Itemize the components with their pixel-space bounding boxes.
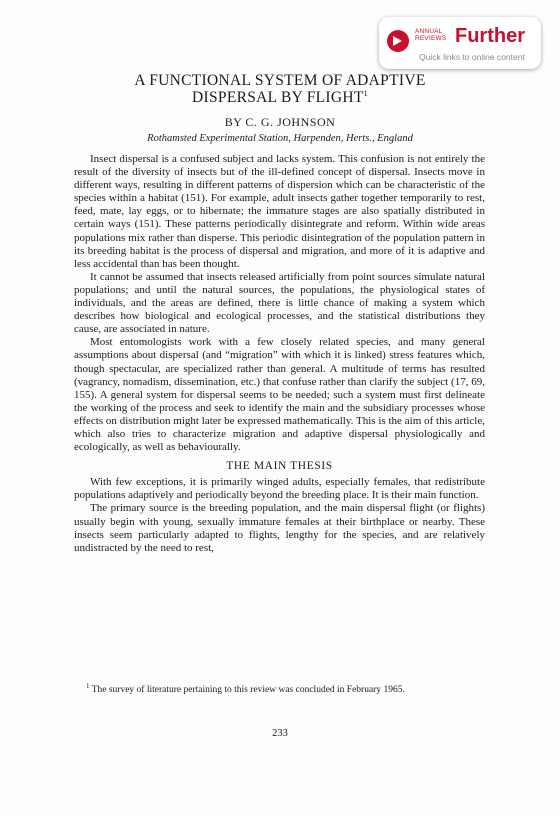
title-footnote-mark: 1	[363, 88, 368, 98]
footnote-text: The survey of literature pertaining to this review was concluded in February 1965.	[89, 685, 405, 695]
footnote	[74, 681, 485, 696]
footnote-mark: 1	[86, 681, 90, 690]
badge-further-text: Further	[455, 25, 525, 47]
body-paragraph: Insect dispersal is a confused subject and lacks system. This confusion is not entirely the result of the diversity of insects but of the ill-defined concept of dispersal. Insects move in different ways, resulting in different patterns of dispersion which can be characteristic of the species within a habitat (151). For example, adult insects gather together temporarily to rest, feed, mate, lay eggs, or to hibernate; the immature stages are also spatially distributed in certain ways (151). These patterns periodically disintegrate and reform. Within wide areas populations mix rather than disperse. This periodic disintegration of the population pattern in its breeding habitat is the process of dispersal and migration, and more of it is adaptive and less accidental than has been thought.	[74, 153, 485, 270]
section-heading: THE MAIN THESIS	[226, 460, 333, 473]
body-paragraph: The primary source is the breeding population, and the main dispersal flight (or flights) usually begin with young, sexually immature females at their birthplace or nearby. These insects seem particularly adapted to flights, lengthy for the species, and are relatively undistracted by the need to rest,	[74, 502, 485, 554]
article-body	[74, 153, 485, 555]
title-line-2: DISPERSAL BY FLIGHT	[192, 89, 364, 106]
body-paragraph: With few exceptions, it is primarily winged adults, especially females, that redistribute populations adaptively and periodically beyond the breeding place. It is their main function.	[74, 476, 485, 502]
body-paragraph: It cannot be assumed that insects released artificially from point sources simulate natural populations; and until the natural sources, the populations, the physiological states of individuals, and the areas are defined, there is little chance of making a system which describes how biological and ecological processes, and the statistical distributions they cause, are associated in nature.	[74, 270, 485, 336]
badge-subtitle: Quick links to online content	[419, 52, 525, 62]
body-paragraph: Most entomologists work with a few closely related species, and many general assumptions about dispersal (and “migration” with which it is linked) stress features which, though spectacular, are specialized rather than general. A multitude of terms has resulted (vagrancy, nomadism, dissemination, etc.) that confuse rather than clarify the subject (17, 69, 155). A general system for dispersal seems to be needed; such a system must first delineate the working of the process and seek to identify the main and the subsidiary processes whose effects on distribution might later be expressed mathematically. This is the aim of this article, which also tries to characterize migration and adaptive dispersal physiologically and ecologically, as well as behaviourally.	[74, 336, 485, 454]
annual-reviews-logo-icon	[387, 30, 409, 52]
page-number: 233	[272, 728, 288, 739]
title-line-1: A FUNCTIONAL SYSTEM OF ADAPTIVE	[134, 72, 426, 89]
author-byline: BY C. G. JOHNSON	[224, 115, 336, 129]
article-title	[60, 72, 500, 106]
further-badge-link[interactable]	[379, 17, 541, 69]
author-affiliation: Rothamsted Experimental Station, Harpenden, Herts., England	[147, 133, 413, 144]
badge-annual-reviews-text: ANNUAL REVIEWS	[415, 28, 447, 42]
